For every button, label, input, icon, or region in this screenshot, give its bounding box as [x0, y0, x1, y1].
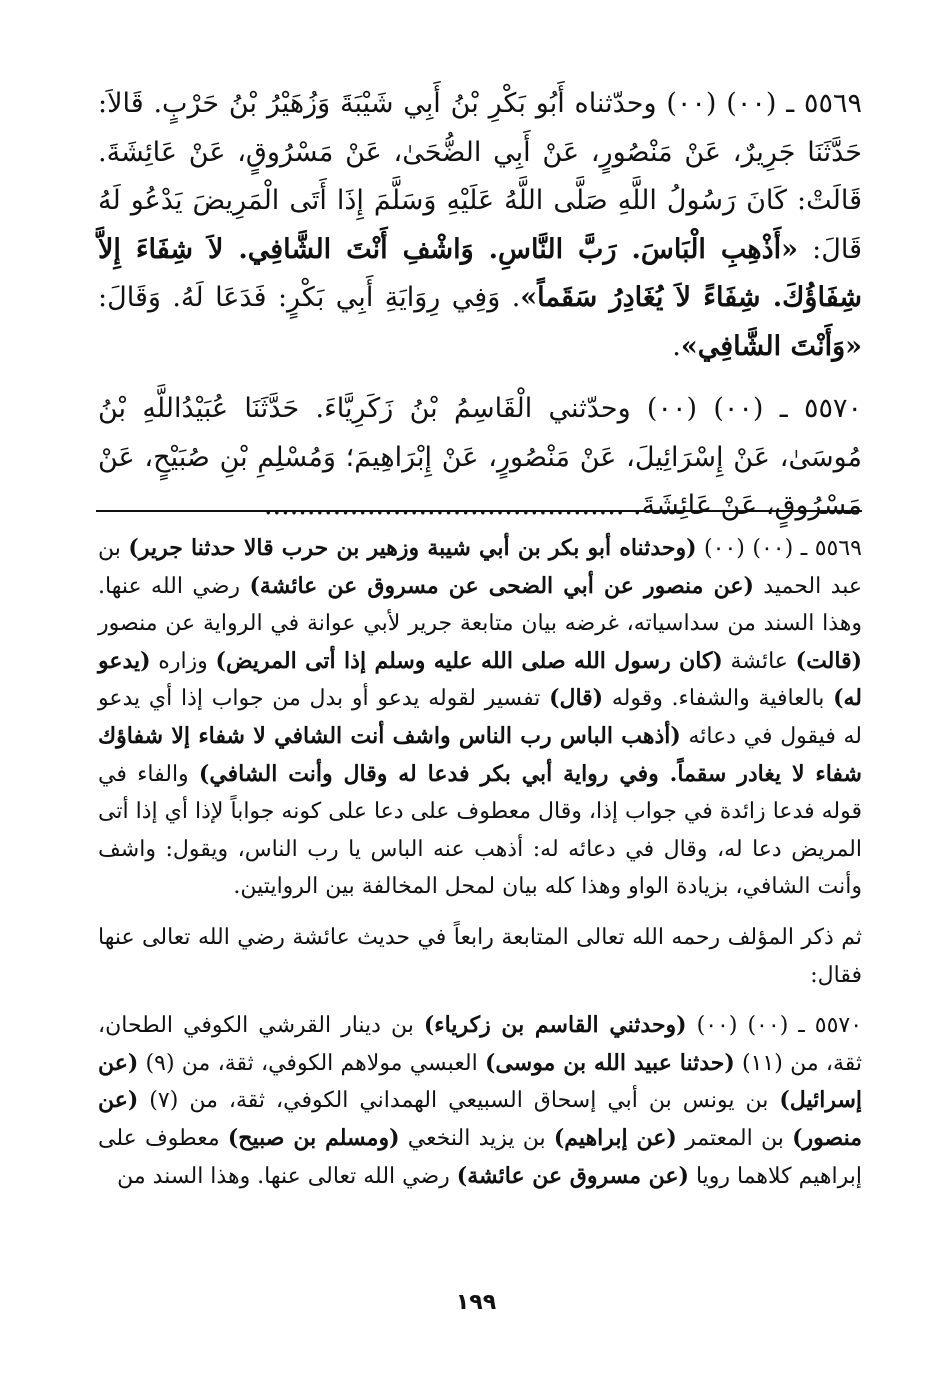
commentary-5570-seg-12: معطوف على إبراهيم كلاهما رويا [98, 1125, 862, 1189]
commentary-5569-seg-0: ٥٥٦٩ ـ (٠٠) (٠٠) [696, 536, 862, 561]
commentary-5570-seg-1: (وحدثني القاسم بن زكرياء) [423, 1012, 687, 1039]
commentary-5570-seg-9: (عن إبراهيم) [553, 1124, 677, 1151]
commentary-transition [98, 919, 862, 994]
commentary-5569-seg-2: بن عبد الحميد [98, 536, 862, 599]
commentary-transition-seg-0: ثم ذكر المؤلف رحمه الله تعالى المتابعة رابعاً في حديث عائشة رضي الله تعالى عنها فقال: [98, 924, 862, 988]
commentary-5570-seg-13: (عن مسروق عن عائشة) [456, 1162, 689, 1189]
commentary-5570-seg-2: بن دينار القرشي الكوفي الطحان، ثقة، من (١١) [98, 1013, 863, 1076]
commentary-5570-seg-7: (عن منصور) [98, 1087, 862, 1151]
commentary-5570-seg-8: بن المعتمر [676, 1125, 793, 1151]
hadith-5569-seg-1: «أَذْهِبِ الْبَاسَ. رَبَّ النَّاسِ. وَاشْفِ أَنْتَ الشَّافِي. لاَ شِفَاءَ إِلاَّ شِفَاؤُكَ. شِفَاءً لاَ يُغَادِرُ سَقَماً» [98, 233, 862, 313]
commentary-5569-seg-10: بالعافية والشفاء. وقوله [603, 686, 834, 712]
hadith-5569-seg-3: «وَأَنْتَ الشَّافِي» [680, 330, 862, 362]
hadith-5569 [98, 80, 862, 371]
commentary-5569-seg-6: عائشة [722, 648, 796, 674]
hadith-5570 [98, 385, 862, 531]
page-number: ١٩٩ [455, 1290, 497, 1315]
commentary-5570-seg-5: (عن إسرائيل) [98, 1049, 863, 1114]
commentary-5570-seg-0: ٥٥٧٠ ـ (٠٠) (٠٠) [686, 1013, 863, 1039]
hadith-5569-seg-0: ٥٥٦٩ ـ (٠٠) (٠٠) وحدّثناه أَبُو بَكْرِ بْنُ أَبِي شَيْبَةَ وَزُهَيْرُ بْنُ حَرْبٍ. قَالاَ: حَدَّثَنَا جَرِيرٌ، عَنْ مَنْصُورٍ، عَنْ أَبِي الضُّحَىٰ، عَنْ مَسْرُوقٍ، عَنْ عَائِشَةَ. قَالَتْ: كَانَ رَسُولُ اللَّهِ صَلَّى اللَّهُ عَلَيْهِ وَسَلَّمَ إِذَا أَتَى الْمَرِيضَ يَدْعُو لَهُ قَالَ: [98, 88, 863, 265]
commentary-5569 [98, 530, 862, 906]
commentary-5569-seg-8: وزاره [150, 648, 216, 674]
hadith-5570-seg-0: ٥٥٧٠ ـ (٠٠) (٠٠) وحدّثني الْقَاسِمُ بْنُ زَكَرِيَّاءَ. حَدَّثَنَا عُبَيْدُاللَّهِ بْنُ مُوسَىٰ، عَنْ إِسْرَائِيلَ، عَنْ مَنْصُورٍ، عَنْ إِبْرَاهِيمَ؛ وَمُسْلِمِ بْنِ صُبَيْحٍ، عَنْ مَسْرُوقٍ، عَنْ عَائِشَةَ. .......................................... [98, 393, 862, 521]
commentary-5570-seg-10: بن يزيد النخعي [399, 1125, 554, 1151]
commentary-5570 [98, 1007, 862, 1195]
commentary-5569-seg-11: (قال) [549, 685, 604, 712]
hadith-text-block [98, 80, 862, 531]
commentary-5570-seg-14: رضي الله تعالى عنها. وهذا السند من [117, 1163, 457, 1189]
hadith-5569-seg-2: . وَفِي رِوَايَةِ أَبِي بَكْرٍ: فَدَعَا لَهُ. وَقَالَ: [98, 282, 521, 313]
commentary-5569-seg-1: (وحدثناه أبو بكر بن أبي شيبة وزهير بن حرب قالا حدثنا جرير) [128, 535, 697, 561]
commentary-block [98, 530, 862, 1195]
commentary-5570-seg-11: (ومسلم بن صبيح) [227, 1124, 400, 1151]
commentary-5569-seg-7: (كان رسول الله صلى الله عليه وسلم إذا أتى المريض) [215, 647, 723, 674]
commentary-5569-seg-4: رضي الله عنها. وهذا السند من سداسياته، غرضه بيان متابعة جرير لأبي عوانة في الرواية عن منصور [98, 573, 862, 637]
commentary-5569-seg-3: (عن منصور عن أبي الضحى عن مسروق عن عائشة) [249, 572, 754, 599]
commentary-5569-seg-12: تفسير لقوله يدعو أو بدل من جواب إذا أي يدعو له فيقول في دعائه [98, 686, 862, 749]
commentary-5569-seg-13: (أذهب الباس رب الناس واشف أنت الشافي لا شفاء إلا شفاؤك شفاء لا يغادر سقماً. وفي رواية أبي بكر فدعا له وقال وأنت الشافي) [98, 722, 862, 787]
hadith-5569-seg-4: . [672, 330, 681, 362]
commentary-5569-seg-14: والفاء في قوله فدعا زائدة في جواب إذا، وقال معطوف على دعا على كونه جواباً لإذا أي إذا أتى المريض دعا له، وقال في دعائه له: أذهب عنه الباس يا رب الناس، ويقول: واشف وأنت الشافي، بزيادة الواو وهذا كله بيان لمحل المخالفة بين الروايتين. [98, 761, 862, 900]
footnote-separator [96, 510, 862, 512]
commentary-5569-seg-5: (قالت) [795, 647, 862, 674]
commentary-5570-seg-6: بن يونس بن أبي إسحاق السبيعي الهمداني الكوفي، ثقة، من (٧) [138, 1088, 780, 1114]
commentary-5570-seg-4: العبسي مولاهم الكوفي، ثقة، من (٩) [138, 1050, 486, 1076]
commentary-5569-seg-9: (يدعو له) [98, 647, 862, 712]
commentary-5570-seg-3: (حدثنا عبيد الله بن موسى) [485, 1049, 735, 1076]
